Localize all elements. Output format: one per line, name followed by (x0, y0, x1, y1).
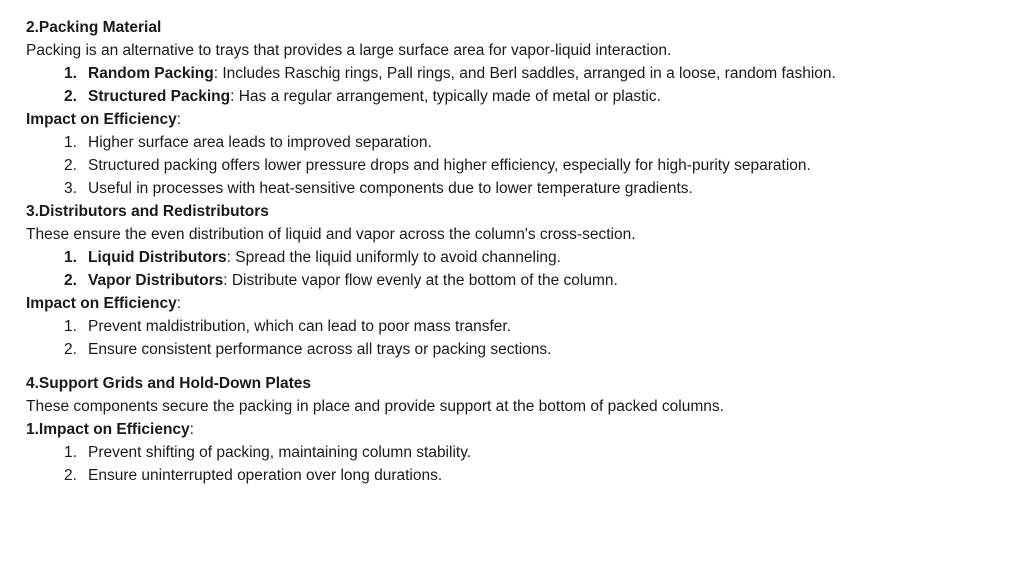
list-item-structured-packing (26, 85, 1006, 108)
section-heading-support-grids: 4.Support Grids and Hold-Down Plates (26, 375, 312, 392)
term-description: : Has a regular arrangement, typically made of metal or plastic. (230, 88, 661, 105)
section-heading-distributors: 3.Distributors and Redistributors (26, 203, 269, 220)
impact-title: Impact on Efficiency (26, 295, 177, 312)
list-item-text: Ensure consistent performance across all trays or packing sections. (88, 341, 552, 358)
list-number: 3. (64, 180, 77, 197)
term-description: : Includes Raschig rings, Pall rings, and Berl saddles, arranged in a loose, random fashion. (213, 65, 836, 82)
impact-colon: : (189, 421, 194, 438)
slide-content (26, 16, 1006, 487)
section-intro-packing: Packing is an alternative to trays that provides a large surface area for vapor-liquid interaction. (26, 42, 672, 59)
list-number: 2. (64, 467, 77, 484)
impact-heading-packing (26, 108, 1006, 131)
impact-heading-distributors (26, 292, 1006, 315)
impact-heading-support-grids (26, 418, 1006, 441)
term-liquid-distributors: Liquid Distributors (88, 249, 227, 266)
list-item (26, 131, 1006, 154)
list-number: 2. (64, 272, 77, 289)
section-spacer (26, 361, 1006, 372)
list-item (26, 154, 1006, 177)
list-item (26, 464, 1006, 487)
list-item-liquid-distributors (26, 246, 1006, 269)
list-item (26, 315, 1006, 338)
term-structured-packing: Structured Packing (88, 88, 231, 105)
impact-title: Impact on Efficiency (26, 111, 177, 128)
list-number: 2. (64, 341, 77, 358)
list-number: 1. (64, 249, 77, 266)
list-item-text: Structured packing offers lower pressure drops and higher efficiency, especially for high-purity separation. (88, 157, 811, 174)
list-item (26, 338, 1006, 361)
term-random-packing: Random Packing (88, 65, 214, 82)
list-item-text: Useful in processes with heat-sensitive components due to lower temperature gradients. (88, 180, 693, 197)
list-number: 1. (64, 444, 77, 461)
term-description: : Distribute vapor flow evenly at the bottom of the column. (223, 272, 618, 289)
impact-colon: : (176, 295, 182, 312)
list-item-random-packing (26, 62, 1006, 85)
term-vapor-distributors: Vapor Distributors (88, 272, 224, 289)
section-heading-packing-material: 2.Packing Material (26, 19, 162, 36)
section-intro-support-grids: These components secure the packing in place and provide support at the bottom of packed columns. (26, 398, 724, 415)
list-item (26, 177, 1006, 200)
list-item-text: Prevent maldistribution, which can lead to poor mass transfer. (88, 318, 512, 335)
list-item-vapor-distributors (26, 269, 1006, 292)
term-description: : Spread the liquid uniformly to avoid channeling. (226, 249, 561, 266)
list-number: 2. (64, 88, 77, 105)
list-item-text: Higher surface area leads to improved separation. (88, 134, 432, 151)
list-item-text: Ensure uninterrupted operation over long durations. (88, 467, 443, 484)
list-item-text: Prevent shifting of packing, maintaining column stability. (88, 444, 472, 461)
impact-title: 1.Impact on Efficiency (26, 421, 190, 438)
list-item (26, 441, 1006, 464)
list-number: 1. (64, 134, 77, 151)
list-number: 2. (64, 157, 77, 174)
list-number: 1. (64, 318, 77, 335)
impact-colon: : (176, 111, 182, 128)
list-number: 1. (64, 65, 77, 82)
section-intro-distributors: These ensure the even distribution of liquid and vapor across the column's cross-section. (26, 226, 636, 243)
